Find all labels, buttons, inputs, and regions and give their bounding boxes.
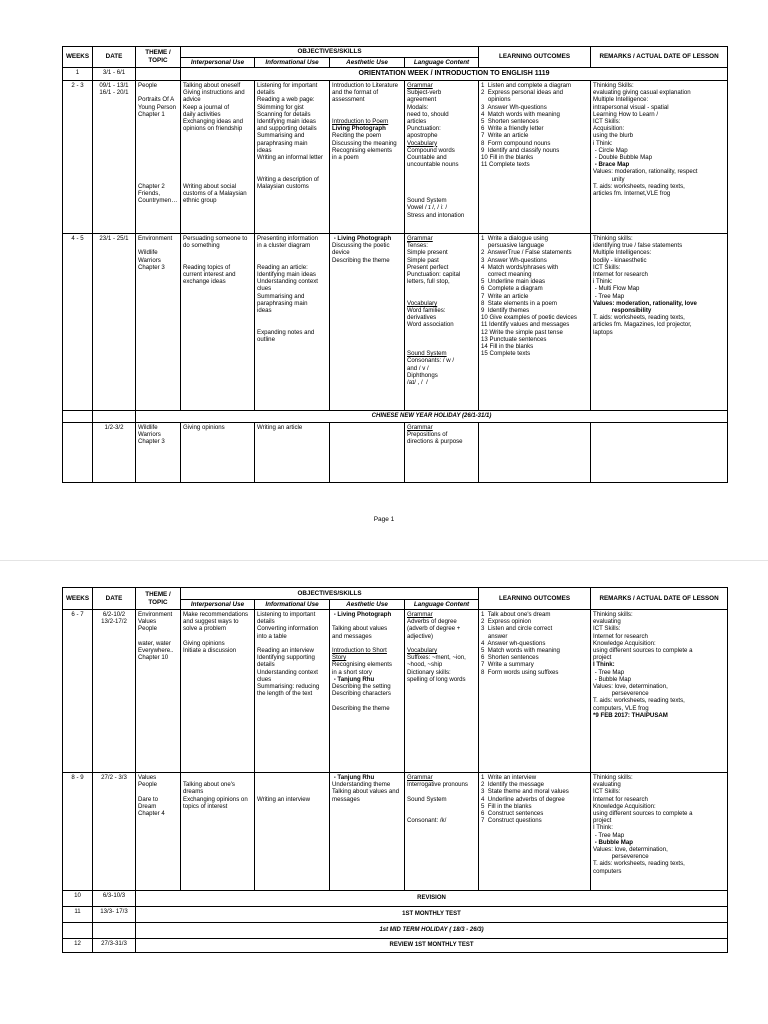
aesthetic-text: Discussing the poetic device Describing the theme: [332, 242, 390, 264]
remarks-text: T. aids: worksheets, reading texts, articles fm. Magazines, lcd projector, laptops: [593, 314, 692, 336]
header-interpersonal: Interpersonal Use: [181, 58, 255, 68]
holiday-row: [63, 923, 728, 939]
date-cell: 6/2-10/2 13/2-17/2: [93, 610, 136, 773]
table-row: [63, 234, 728, 411]
date-cell: 1/2-3/2: [93, 423, 136, 483]
language-cell: [405, 81, 479, 234]
empty-cell: [63, 411, 93, 423]
review-banner: REVIEW 1ST MONTHLY TEST: [136, 939, 728, 953]
week-cell: [63, 423, 93, 483]
outcomes-cell: 1 Write a dialogue using persuasive language 2 AnswerTrue / False statements 3 Answer Wh-questions 4 Match words/phrases with correct meaning 5 Underline main ideas 6 Complete a diagram 7 Write an article 8 State elements in a poem 9 Identify themes 10 Give examples of poetic devices 11 Identify values and messages 12 Write the simple past tense 13 Punctuate sentences 14 Fill in the blanks 15 Complete texts: [479, 234, 591, 411]
holiday-banner: CHINESE NEW YEAR HOLIDAY (26/1-31/1): [136, 411, 728, 423]
remarks-text: Values: moderation, rationality, respect unity T. aids: worksheets, reading texts, articles fm. Internet,VLE frog: [593, 168, 698, 198]
language-cell: [405, 423, 479, 483]
week-cell: 4 - 5: [63, 234, 93, 411]
language-text: Prepositions of directions & purpose: [407, 431, 463, 446]
remarks-text: Thinking skills: identifying true / false statements Multiple Intelligences: bodily - kinaesthetic ICT Skills: Internet for research i Think: - Multi Flow Map - Tree Map: [593, 235, 683, 300]
aesthetic-text-bold: - Tanjung Rhu: [332, 774, 375, 781]
outcomes-cell: [479, 423, 591, 483]
header-objectives: OBJECTIVES/SKILLS: [181, 47, 479, 58]
language-heading: Grammar: [407, 82, 433, 89]
week-cell: 2 - 3: [63, 81, 93, 234]
language-heading: Grammar: [407, 235, 433, 242]
aesthetic-cell: [330, 773, 405, 891]
monthly-test-row: [63, 907, 728, 923]
header-interpersonal: Interpersonal Use: [181, 600, 255, 610]
header-theme: THEME / TOPIC: [136, 588, 181, 610]
orientation-banner: ORIENTATION WEEK / INTRODUCTION TO ENGLISH 1119: [181, 68, 728, 81]
informational-cell: Writing an interview: [255, 773, 330, 891]
orientation-row: [63, 68, 728, 81]
remarks-text-bold: Values: moderation, rationality, love responsibility: [593, 299, 697, 315]
aesthetic-text: Reciting the poem Discussing the meaning Recognising elements in a poem: [332, 132, 397, 162]
header-language: Language Content: [405, 58, 479, 68]
header-theme: THEME / TOPIC: [136, 47, 181, 68]
page-divider: [0, 560, 768, 561]
informational-cell: Writing an article: [255, 423, 330, 483]
informational-cell: Listening to important details Converting information into a table Reading an interview Identifying supporting details Understanding context clues Summarising: reducing the length of the text: [255, 610, 330, 773]
interpersonal-cell: Giving opinions: [181, 423, 255, 483]
table-row: [63, 773, 728, 891]
remarks-text: Thinking skills: evaluating ICT Skills: Internet for research Knowledge Acquisition: using different sources to complete a project I Think: - Tree Map: [593, 774, 693, 839]
aesthetic-text-bold: - Living Photograph: [332, 235, 392, 242]
header-row: [63, 588, 728, 600]
date-cell: 6/3-10/3: [93, 891, 136, 907]
theme-cell: Wildlife Warriors Chapter 3: [136, 423, 181, 483]
language-text: Consonants: / w / and / v / Diphthongs /aɪ/ , / /: [407, 357, 455, 387]
table-row: [63, 610, 728, 773]
language-heading: Vocabulary: [407, 647, 438, 655]
outcomes-cell: 1 Write an interview 2 Identify the message 3 State theme and moral values 4 Underline adverbs of degree 5 Fill in the blanks 6 Construct sentences 7 Construct questions: [479, 773, 591, 891]
header-remarks: REMARKS / ACTUAL DATE OF LESSON: [591, 588, 728, 610]
remarks-text: Values: love, determination, perseverence T. aids: worksheets, reading texts, computers: [593, 846, 685, 875]
header-outcomes: LEARNING OUTCOMES: [479, 47, 591, 68]
interpersonal-cell: Talking about one's dreams Exchanging opinions on topics of interest: [181, 773, 255, 891]
monthly-test-banner: 1ST MONTHLY TEST: [136, 907, 728, 923]
remarks-cell: [591, 610, 728, 773]
date-cell: 09/1 - 13/1 16/1 - 20/1: [93, 81, 136, 234]
aesthetic-text: Recognising elements in a short story: [332, 661, 392, 676]
week-cell: 6 - 7: [63, 610, 93, 773]
remarks-text: - Tree Map - Bubble Map Values: love, determination, perseverence T. aids: worksheets, reading texts, computers, VLE frog: [593, 668, 685, 712]
header-aesthetic: Aesthetic Use: [330, 58, 405, 68]
header-informational: Informational Use: [255, 58, 330, 68]
week-cell: 1: [63, 68, 93, 81]
language-text: Vowel / ɪ /, / iː / Stress and intonation: [407, 204, 465, 219]
week-cell: 11: [63, 907, 93, 923]
header-language: Language Content: [405, 600, 479, 610]
theme-cell: Environment Wildlife Warriors Chapter 3: [136, 234, 181, 411]
remarks-cell: [591, 81, 728, 234]
aesthetic-text: Talking about values and messages: [332, 625, 388, 640]
scheme-of-work-table-page-1: [62, 46, 728, 483]
holiday-banner: 1st MID TERM HOLIDAY ( 18/3 - 26/3): [136, 923, 728, 939]
header-date: DATE: [93, 47, 136, 68]
aesthetic-text: Understanding theme Talking about values and messages: [332, 781, 400, 803]
aesthetic-text-bold: Living Photograph: [332, 125, 386, 133]
aesthetic-cell: [330, 610, 405, 773]
review-row: [63, 939, 728, 953]
theme-cell: People Portraits Of A Young Person Chapter 1 Chapter 2 Friends, Countrymen…: [136, 81, 181, 234]
aesthetic-cell: [330, 81, 405, 234]
aesthetic-text-bold: - Tanjung Rhu: [332, 675, 375, 683]
language-cell: [405, 773, 479, 891]
remarks-text-bold: - Brace Map: [593, 161, 630, 169]
theme-cell: Values People Dare to Dream Chapter 4: [136, 773, 181, 891]
aesthetic-heading: Introduction to Poem: [332, 118, 389, 126]
theme-cell: Environment Values People water, water Everywhere.. Chapter 10: [136, 610, 181, 773]
remarks-cell: [591, 773, 728, 891]
header-informational: Informational Use: [255, 600, 330, 610]
header-row: [63, 47, 728, 58]
header-objectives: OBJECTIVES/SKILLS: [181, 588, 479, 600]
scheme-of-work-table-page-2: [62, 587, 728, 953]
interpersonal-cell: Make recommendations and suggest ways to solve a problem Giving opinions Initiate a discussion: [181, 610, 255, 773]
header-weeks: WEEKS: [63, 47, 93, 68]
empty-cell: [63, 923, 93, 939]
language-cell: [405, 234, 479, 411]
aesthetic-cell: [330, 423, 405, 483]
date-cell: 23/1 - 25/1: [93, 234, 136, 411]
language-text: Suffixes: ~ment, ~ion, ~hood, ~ship Dictionary skills: spelling of long words: [407, 654, 466, 683]
aesthetic-text-bold: - Living Photograph: [332, 611, 392, 618]
revision-row: [63, 891, 728, 907]
table-row: [63, 81, 728, 234]
outcomes-cell: 1 Talk about one's dream 2 Express opinion 3 Listen and circle correct answer 4 Answer wh-questions 5 Match words with meaning 6 Shorten sentences 7 Write a summary 8 Form words using suffixes: [479, 610, 591, 773]
language-heading: Grammar: [407, 774, 433, 781]
date-cell: 3/1 - 6/1: [93, 68, 136, 81]
header-remarks: REMARKS / ACTUAL DATE OF LESSON: [591, 47, 728, 68]
header-date: DATE: [93, 588, 136, 610]
date-cell: 27/2 - 3/3: [93, 773, 136, 891]
language-text: Word families: derivatives Word association: [407, 307, 454, 329]
language-heading: Sound System: [407, 350, 447, 358]
language-cell: [405, 610, 479, 773]
remarks-text-bold: - Bubble Map: [593, 838, 633, 846]
language-heading: Grammar: [407, 611, 433, 618]
aesthetic-text: Introduction to Literature and the format of assessment: [332, 82, 399, 104]
empty-cell: [93, 923, 136, 939]
outcomes-cell: 1 Listen and complete a diagram 2 Express personal ideas and opinions 3 Answer Wh-questions 4 Match words with meaning 5 Shorten sentences 6 Write a friendly letter 7 Write an article 8 Form compound nouns 9 Identify and classify nouns 10 Fill in the blanks 11 Complete texts: [479, 81, 591, 234]
page-number: Page 1: [373, 516, 395, 523]
empty-cell: [93, 411, 136, 423]
remarks-cell: [591, 234, 728, 411]
remarks-text: Thinking Skills: evaluating giving casual explanation Multiple Intelligence: intrapersonal visual - spatial Learning How to Learn / ICT Skills: Acquisition: using the blurb i Think: - Circle Map - Double Bubble Map: [593, 82, 691, 162]
aesthetic-text: Describing the setting Describing characters Describing the theme: [332, 683, 391, 712]
remarks-text: Thinking skills: evaluating ICT Skills: Internet for research Knowledge Acquisition: using different sources to complete a project: [593, 611, 693, 662]
date-cell: 13/3- 17/3: [93, 907, 136, 923]
language-text: Subject-verb agreement Modals: need to, should articles Punctuation: apostrophe: [407, 89, 449, 140]
language-text: Compound words Countable and uncountable nouns: [407, 146, 459, 169]
language-heading: Grammar: [407, 424, 433, 431]
interpersonal-cell: Persuading someone to do something Reading topics of current interest and exchange ideas: [181, 234, 255, 411]
remarks-text-bold: I Think:: [593, 661, 615, 669]
language-heading: Sound System: [407, 197, 447, 205]
informational-cell: Presenting information in a cluster diagram Reading an article: Identifying main ideas Understanding context clues Summarising and paraphrasing main ideas Expanding notes and outline: [255, 234, 330, 411]
week-cell: 10: [63, 891, 93, 907]
date-cell: 27/3-31/3: [93, 939, 136, 953]
language-text: Tenses: Simple present Simple past Present perfect Punctuation: capital letters, full stop,: [407, 242, 461, 286]
language-text: Adverbs of degree (adverb of degree + adjective): [407, 618, 461, 640]
holiday-row: [63, 411, 728, 423]
language-text: Interrogative pronouns Sound System Consonant: /k/: [407, 781, 468, 825]
week-cell: 12: [63, 939, 93, 953]
table-row: [63, 423, 728, 483]
interpersonal-cell: Talking about oneself Giving instructions and advice Keep a journal of daily activities Exchanging ideas and opinions on friendship Writing about social customs of a Malaysian ethnic group: [181, 81, 255, 234]
aesthetic-cell: [330, 234, 405, 411]
thaipusam-note: *9 FEB 2017: THAIPUSAM: [593, 711, 668, 719]
language-heading: Vocabulary: [407, 299, 438, 307]
informational-cell: Listening for important details Reading a web page: Skimming for gist Scanning for details Identifying main ideas and supporting details Summarising and paraphrasing main ideas Writing an informal letter Writing a description of Malaysian customs: [255, 81, 330, 234]
remarks-cell: [591, 423, 728, 483]
header-weeks: WEEKS: [63, 588, 93, 610]
header-outcomes: LEARNING OUTCOMES: [479, 588, 591, 610]
page-2: [0, 580, 768, 1024]
language-heading: Vocabulary: [407, 139, 438, 147]
header-aesthetic: Aesthetic Use: [330, 600, 405, 610]
week-cell: 8 - 9: [63, 773, 93, 891]
revision-banner: REVISION: [136, 891, 728, 907]
empty-cell: [136, 68, 181, 81]
aesthetic-heading: Introduction to Short Story: [332, 647, 387, 662]
